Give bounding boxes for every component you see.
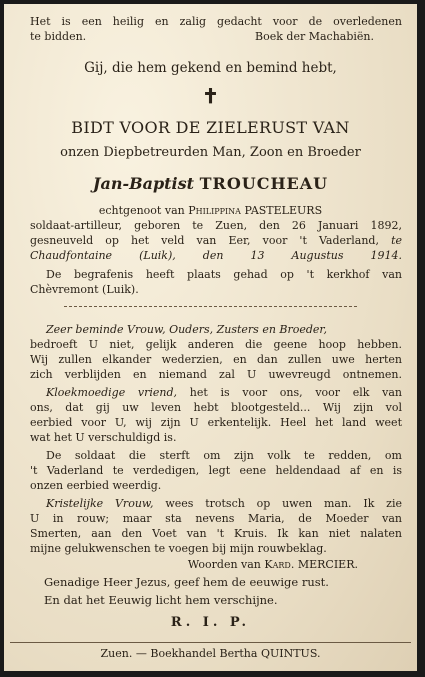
p4-line-4: mijne gelukwenschen te voegen bij mijn rouwbeklag. [30, 542, 327, 555]
p2-line-3: eerbied voor U, wij zijn U erkentelijk. Heel het land weet [30, 416, 402, 429]
prayer-1: Genadige Heer Jezus, geef hem de eeuwige rust. [44, 575, 329, 589]
p1-address: Zeer beminde Vrouw, Ouders, Zusters en Broeder, [46, 323, 327, 336]
quote-line-2: te bidden. [30, 30, 87, 44]
quote-source: Boek der Machabiën. [255, 30, 374, 44]
divider-bottom [10, 642, 411, 643]
rip: R. I. P. [170, 615, 251, 630]
attribution-title: Kard. [264, 558, 295, 571]
p1-line-3: Wij zullen elkander wederzien, en dan zullen uwe herten [30, 353, 402, 366]
p1-line-4: zich verblijden en niemand zal U uwevreugd ontnemen. [30, 368, 402, 381]
divider-top [64, 306, 357, 307]
bio-line-1: soldaat-artilleur, geboren te Zuen, den 26 Januari 1892, [30, 219, 402, 232]
footer-printer-name: QUINTUS. [260, 647, 321, 660]
intro-line: Gij, die hem gekend en bemind hebt, [84, 60, 337, 76]
bio-line-5: Chèvremont (Luik). [30, 283, 139, 296]
p4-line-1-text: wees trotsch op uwen man. Ik zie [165, 497, 402, 510]
bio-line-2-text: gesneuveld op het veld van Eer, voor 't Vaderland, [30, 234, 379, 247]
p2-line-4: wat het U verschuldigd is. [30, 431, 177, 444]
subheading: onzen Diepbetreurden Man, Zoon en Broeder [60, 145, 361, 160]
p2-line-1-text: het is voor ons, voor elk van [189, 386, 403, 399]
bio-line-2 [30, 233, 402, 248]
bio-line-3: Chaudfontaine (Luik), den 13 Augustus 1914. [30, 249, 402, 262]
spouse-first-name: Philippina [188, 204, 241, 217]
p2-address: Kloekmoedige vriend, [46, 386, 178, 399]
spouse-prefix: echtgenoot van [98, 204, 185, 217]
p1-line-1 [30, 322, 402, 337]
p4-line-3: Smerten, aan den Voet van 't Kruis. Ik kan niet nalaten [30, 527, 402, 540]
p4-line-2: U in rouw; maar sta nevens Maria, de Moeder van [30, 512, 402, 525]
p4-address: Kristelijke Vrouw, [46, 497, 154, 510]
deceased-surname: TROUCHEAU [199, 174, 329, 193]
p3-line-2: 't Vaderland te verdedigen, legt eene heldendaad af en is [30, 464, 402, 477]
deceased-name [4, 174, 417, 193]
cross-icon: ✝ [202, 84, 219, 108]
p4-attribution [30, 557, 402, 572]
attribution-prefix: Woorden van [187, 558, 261, 571]
p2-line-2: ons, dat gij uw leven hebt blootgesteld... Wij zijn vol [30, 401, 402, 414]
spouse-line [4, 204, 417, 217]
footer-place: Zuen. [100, 647, 133, 660]
prayer-2: En dat het Eeuwig licht hem verschijne. [44, 593, 278, 607]
footer-printer: Boekhandel Bertha [150, 647, 258, 660]
printer-footer [4, 647, 417, 660]
memorial-card [4, 4, 417, 671]
p3-line-1: De soldaat die sterft om zijn volk te redden, om [46, 449, 402, 462]
quote-line-1: Het is een heilig en zalig gedacht voor de overledenen [30, 15, 402, 28]
p1-line-2: bedroeft U niet, gelijk anderen die geene hoop hebben. [30, 338, 402, 351]
main-heading: BIDT VOOR DE ZIELERUST VAN [71, 118, 350, 137]
p3-line-3: onzen eerbied weerdig. [30, 479, 162, 492]
deceased-first-name: Jan-Baptist [92, 174, 195, 193]
scripture-quote [30, 14, 402, 45]
p2-line-1 [30, 385, 402, 400]
spouse-surname: PASTELEURS [244, 204, 323, 217]
bio-line-4: De begrafenis heeft plaats gehad op 't kerkhof van [46, 268, 402, 281]
bio-line-2-te: te [391, 234, 402, 247]
attribution-name: MERCIER. [297, 558, 358, 571]
p4-line-1 [30, 496, 402, 511]
footer-sep: — [135, 647, 147, 660]
